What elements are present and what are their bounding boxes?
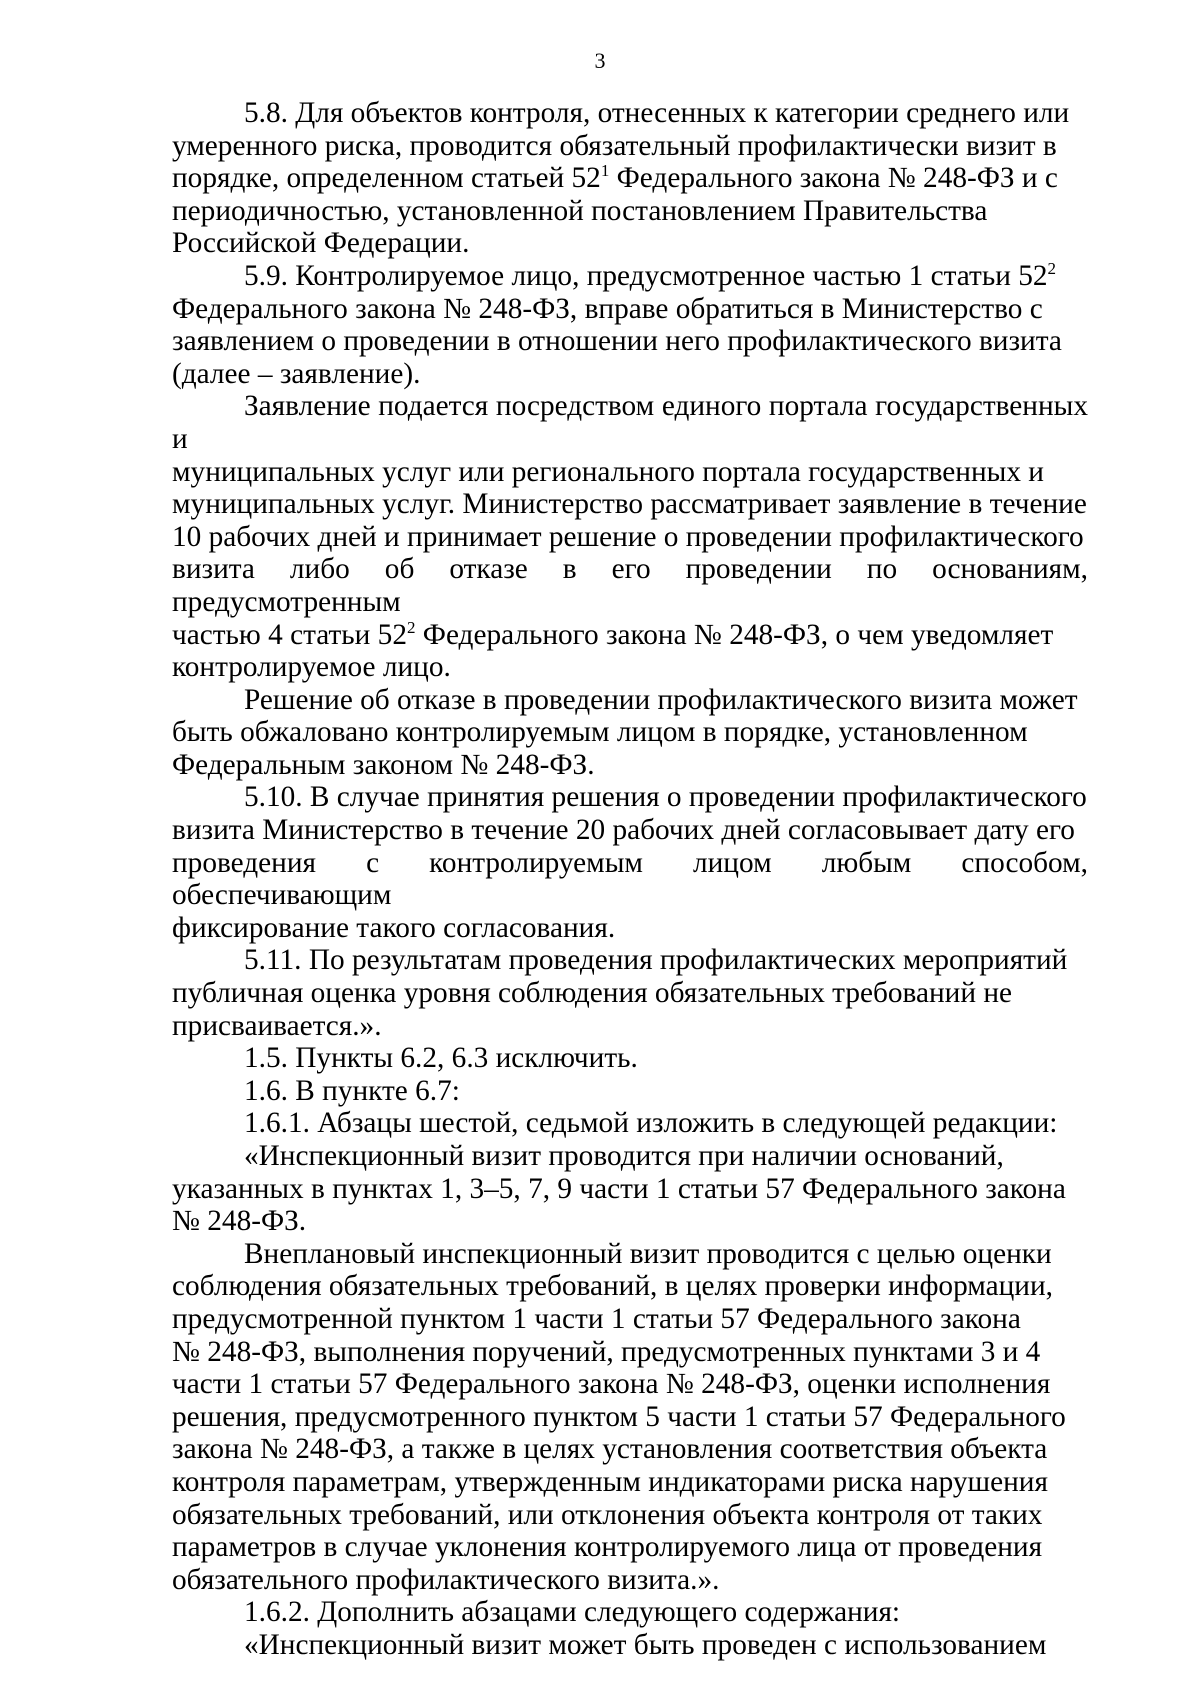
paragraph-text: Федерального закона № 248-ФЗ, о чем уведомляет контролируемое лицо.	[172, 618, 1054, 684]
document-body	[172, 97, 1088, 1662]
paragraph	[172, 781, 1088, 944]
paragraph-text: 5.9. Контролируемое лицо, предусмотренное частью 1 статьи 52	[244, 259, 1048, 292]
paragraph	[172, 684, 1088, 782]
paragraph-text: 1.6.1. Абзацы шестой, седьмой изложить в следующей редакции:	[244, 1107, 1058, 1140]
paragraph-text: 1.5. Пункты 6.2, 6.3 исключить.	[244, 1042, 638, 1075]
paragraph-text: Федерального закона № 248-ФЗ, вправе обратиться в Министерство с заявлением о проведении в отношении него профилактического визита (далее – заявление).	[172, 292, 1062, 390]
paragraph	[172, 944, 1088, 1042]
paragraph-text: Внеплановый инспекционный визит проводится с целью оценки соблюдения обязательных требований, в целях проверки информации, предусмотренной пунктом 1 части 1 статьи 57 Федерального закона № 248-ФЗ, выполнения поручений, предусмотренных пунктами 3 и 4 части 1 статьи 57 Федерального закона № 248-ФЗ, оценки исполнения решения, предусмотренного пунктом 5 части 1 статьи 57 Федерального закона № 248-ФЗ, а также в целях установления соответствия объекта контроля параметрам, утвержденным индикаторами риска нарушения обязательных требований, или отклонения объекта контроля от таких параметров в случае уклонения контролируемого лица от проведения обязательного профилактического визита.».	[172, 1237, 1066, 1596]
paragraph-text: 1.6.2. Дополнить абзацами следующего содержания:	[244, 1596, 901, 1629]
paragraph-text: Федерального закона № 248-ФЗ и с периодичностью, установленной постановлением Правительства Российской Федерации.	[172, 162, 1058, 260]
superscript: 2	[406, 617, 416, 637]
paragraph-text: 5.10. В случае принятия решения о проведении профилактического визита Министерство в течение 20 рабочих дней согласовывает дату его проведения с контролируемым лицом любым способом, обеспечивающим фиксирование такого согласования.	[172, 781, 1088, 944]
paragraph-text: 5.11. По результатам проведения профилактических мероприятий публичная оценка уровня соблюдения обязательных требований не присваивается.».	[172, 944, 1068, 1042]
paragraph-text: 5.8. Для объектов контроля, отнесенных к категории среднего или умеренного риска, проводится обязательный профилактически визит в порядке, определенном статьей 52	[172, 97, 1070, 195]
paragraph	[172, 1596, 1088, 1629]
paragraph-text: 1.6. В пункте 6.7:	[244, 1074, 460, 1107]
paragraph	[172, 1107, 1088, 1140]
paragraph	[172, 1042, 1088, 1075]
paragraph	[172, 390, 1088, 683]
paragraph-text: Решение об отказе в проведении профилактического визита может быть обжаловано контролируемым лицом в порядке, установленном Федеральным законом № 248-ФЗ.	[172, 683, 1078, 781]
paragraph-text: «Инспекционный визит проводится при наличии оснований, указанных в пунктах 1, 3–5, 7, 9 части 1 статьи 57 Федерального закона № 248-ФЗ.	[172, 1140, 1066, 1238]
paragraph	[172, 1629, 1088, 1662]
superscript: 1	[600, 161, 610, 181]
superscript: 2	[1047, 259, 1056, 279]
paragraph	[172, 260, 1088, 390]
paragraph-text: Заявление подается посредством единого портала государственных и муниципальных услуг или регионального портала государственных и муниципальных услуг. Министерство рассматривает заявление в течение 10 рабочих дней и принимает решение о проведении профилактического визита либо об отказе в его проведении по основаниям, предусмотренным частью 4 статьи 52	[172, 390, 1088, 651]
paragraph	[172, 97, 1088, 260]
paragraph	[172, 1140, 1088, 1238]
paragraph	[172, 1075, 1088, 1108]
paragraph-text: «Инспекционный визит может быть проведен с использованием	[244, 1628, 1047, 1661]
paragraph	[172, 1238, 1088, 1597]
page-number: 3	[594, 48, 606, 73]
